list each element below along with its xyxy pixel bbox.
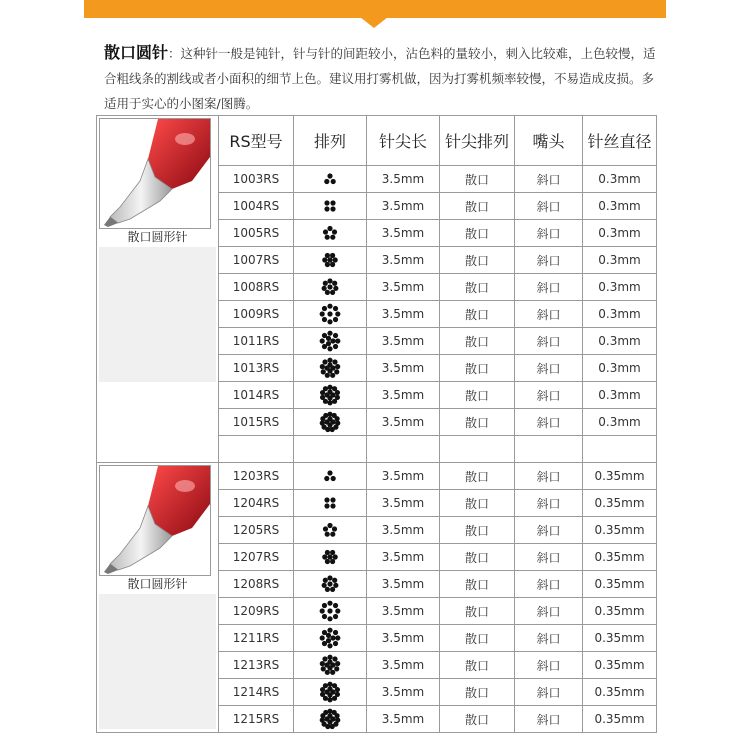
cell-nozzle: 斜口 xyxy=(515,571,583,598)
cell-model: 1003RS xyxy=(219,166,294,193)
cell-model: 1213RS xyxy=(219,652,294,679)
cell-tip-arrangement: 散口 xyxy=(440,571,515,598)
needle-cartridge-image xyxy=(100,119,210,228)
cell-tip-length: 3.5mm xyxy=(367,490,440,517)
cell-nozzle: 斜口 xyxy=(515,247,583,274)
cell-tip-length: 3.5mm xyxy=(367,409,440,436)
intro-title: 散口圆针 xyxy=(104,43,169,62)
cell-diameter: 0.35mm xyxy=(583,544,657,571)
cell-nozzle: 斜口 xyxy=(515,220,583,247)
cell-tip-length: 3.5mm xyxy=(367,517,440,544)
cell-tip-arrangement: 散口 xyxy=(440,652,515,679)
cell-model: 1203RS xyxy=(219,463,294,490)
cell-arrangement-icon xyxy=(294,301,367,328)
pin-arrangement-icon xyxy=(318,388,342,402)
spec-table xyxy=(96,115,657,733)
cell-diameter: 0.35mm xyxy=(583,706,657,733)
cell-nozzle: 斜口 xyxy=(515,301,583,328)
cell-diameter: 0.3mm xyxy=(583,382,657,409)
cell-tip-arrangement: 散口 xyxy=(440,355,515,382)
cell-diameter: 0.3mm xyxy=(583,328,657,355)
spacer-cell xyxy=(367,436,440,463)
cell-nozzle: 斜口 xyxy=(515,463,583,490)
cell-nozzle: 斜口 xyxy=(515,598,583,625)
cell-model: 1211RS xyxy=(219,625,294,652)
cell-nozzle: 斜口 xyxy=(515,679,583,706)
cell-tip-arrangement: 散口 xyxy=(440,166,515,193)
pin-arrangement-icon xyxy=(318,523,342,537)
cell-tip-arrangement: 散口 xyxy=(440,598,515,625)
cell-diameter: 0.3mm xyxy=(583,274,657,301)
cell-model: 1011RS xyxy=(219,328,294,355)
top-notch-arrow xyxy=(360,17,388,28)
intro-text: ：这种针一般是钝针，针与针的间距较小，沾色料的量较小，刺入比较难，上色较慢，适合粗线条的割线或者小面积的细节上色。建议用打雾机做，因为打雾机频率较慢，不易造成皮损。多适用于实心的小图案/图腾。 xyxy=(104,46,656,111)
cell-tip-length: 3.5mm xyxy=(367,328,440,355)
cell-arrangement-icon xyxy=(294,652,367,679)
cell-diameter: 0.35mm xyxy=(583,490,657,517)
cell-arrangement-icon xyxy=(294,625,367,652)
cell-model: 1015RS xyxy=(219,409,294,436)
pin-arrangement-icon xyxy=(318,334,342,348)
cell-model: 1207RS xyxy=(219,544,294,571)
cell-tip-length: 3.5mm xyxy=(367,355,440,382)
cell-tip-length: 3.5mm xyxy=(367,706,440,733)
product-image-cell xyxy=(97,116,219,463)
cell-tip-length: 3.5mm xyxy=(367,652,440,679)
cell-tip-arrangement: 散口 xyxy=(440,625,515,652)
cell-tip-arrangement: 散口 xyxy=(440,679,515,706)
cell-tip-length: 3.5mm xyxy=(367,193,440,220)
pin-arrangement-icon xyxy=(318,469,342,483)
table-row xyxy=(97,463,657,490)
pin-arrangement-icon xyxy=(318,361,342,375)
needle-cartridge-image xyxy=(100,466,210,575)
cell-tip-arrangement: 散口 xyxy=(440,220,515,247)
pin-arrangement-icon xyxy=(318,712,342,726)
cell-tip-length: 3.5mm xyxy=(367,679,440,706)
header-arrangement: 排列 xyxy=(294,116,367,166)
product-image-caption: 散口圆形针 xyxy=(127,230,188,244)
cell-nozzle: 斜口 xyxy=(515,490,583,517)
cell-tip-length: 3.5mm xyxy=(367,301,440,328)
cell-arrangement-icon xyxy=(294,274,367,301)
cell-nozzle: 斜口 xyxy=(515,382,583,409)
pin-arrangement-icon xyxy=(318,226,342,240)
cell-diameter: 0.35mm xyxy=(583,571,657,598)
image-cell-background xyxy=(99,594,216,729)
cell-arrangement-icon xyxy=(294,571,367,598)
cell-tip-arrangement: 散口 xyxy=(440,463,515,490)
cell-arrangement-icon xyxy=(294,598,367,625)
cell-model: 1209RS xyxy=(219,598,294,625)
pin-arrangement-icon xyxy=(318,172,342,186)
cell-tip-length: 3.5mm xyxy=(367,625,440,652)
cell-tip-arrangement: 散口 xyxy=(440,706,515,733)
header-nozzle: 嘴头 xyxy=(515,116,583,166)
pin-arrangement-icon xyxy=(318,415,342,429)
cell-arrangement-icon xyxy=(294,355,367,382)
pin-arrangement-icon xyxy=(318,604,342,618)
cell-diameter: 0.3mm xyxy=(583,220,657,247)
cell-model: 1009RS xyxy=(219,301,294,328)
pin-arrangement-icon xyxy=(318,550,342,564)
cell-tip-arrangement: 散口 xyxy=(440,301,515,328)
intro-paragraph xyxy=(104,40,664,116)
top-orange-bar xyxy=(84,0,666,18)
cell-tip-arrangement: 散口 xyxy=(440,382,515,409)
cell-model: 1204RS xyxy=(219,490,294,517)
cell-tip-arrangement: 散口 xyxy=(440,193,515,220)
header-tip-length: 针尖长 xyxy=(367,116,440,166)
cell-diameter: 0.35mm xyxy=(583,517,657,544)
cell-model: 1007RS xyxy=(219,247,294,274)
cell-arrangement-icon xyxy=(294,382,367,409)
cell-nozzle: 斜口 xyxy=(515,625,583,652)
pin-arrangement-icon xyxy=(318,631,342,645)
cell-model: 1013RS xyxy=(219,355,294,382)
cell-nozzle: 斜口 xyxy=(515,409,583,436)
cell-nozzle: 斜口 xyxy=(515,328,583,355)
cell-tip-arrangement: 散口 xyxy=(440,274,515,301)
spacer-cell xyxy=(583,436,657,463)
cell-model: 1004RS xyxy=(219,193,294,220)
cell-nozzle: 斜口 xyxy=(515,517,583,544)
pin-arrangement-icon xyxy=(318,577,342,591)
cell-arrangement-icon xyxy=(294,706,367,733)
cell-model: 1014RS xyxy=(219,382,294,409)
pin-arrangement-icon xyxy=(318,199,342,213)
pin-arrangement-icon xyxy=(318,685,342,699)
cell-tip-length: 3.5mm xyxy=(367,247,440,274)
spacer-cell xyxy=(294,436,367,463)
header-tip-arrangement: 针尖排列 xyxy=(440,116,515,166)
pin-arrangement-icon xyxy=(318,658,342,672)
pin-arrangement-icon xyxy=(318,496,342,510)
cell-tip-arrangement: 散口 xyxy=(440,328,515,355)
cell-tip-length: 3.5mm xyxy=(367,544,440,571)
cell-arrangement-icon xyxy=(294,220,367,247)
cell-diameter: 0.35mm xyxy=(583,652,657,679)
cell-model: 1005RS xyxy=(219,220,294,247)
cell-arrangement-icon xyxy=(294,544,367,571)
spacer-cell xyxy=(219,436,294,463)
cell-arrangement-icon xyxy=(294,490,367,517)
cell-tip-arrangement: 散口 xyxy=(440,544,515,571)
cell-arrangement-icon xyxy=(294,247,367,274)
pin-arrangement-icon xyxy=(318,253,342,267)
cell-arrangement-icon xyxy=(294,328,367,355)
cell-diameter: 0.3mm xyxy=(583,409,657,436)
cell-arrangement-icon xyxy=(294,463,367,490)
cell-tip-arrangement: 散口 xyxy=(440,409,515,436)
cell-nozzle: 斜口 xyxy=(515,355,583,382)
cell-diameter: 0.35mm xyxy=(583,463,657,490)
cell-diameter: 0.35mm xyxy=(583,679,657,706)
cell-nozzle: 斜口 xyxy=(515,166,583,193)
pin-arrangement-icon xyxy=(318,307,342,321)
spacer-cell xyxy=(515,436,583,463)
cell-tip-length: 3.5mm xyxy=(367,220,440,247)
cell-nozzle: 斜口 xyxy=(515,544,583,571)
cell-diameter: 0.3mm xyxy=(583,247,657,274)
cell-tip-length: 3.5mm xyxy=(367,166,440,193)
cell-diameter: 0.35mm xyxy=(583,625,657,652)
cell-model: 1208RS xyxy=(219,571,294,598)
cell-model: 1215RS xyxy=(219,706,294,733)
cell-arrangement-icon xyxy=(294,409,367,436)
table-header-row xyxy=(97,116,657,166)
cell-model: 1214RS xyxy=(219,679,294,706)
pin-arrangement-icon xyxy=(318,280,342,294)
cell-tip-arrangement: 散口 xyxy=(440,247,515,274)
cell-tip-length: 3.5mm xyxy=(367,571,440,598)
header-model: RS型号 xyxy=(219,116,294,166)
cell-nozzle: 斜口 xyxy=(515,652,583,679)
cell-nozzle: 斜口 xyxy=(515,274,583,301)
cell-tip-length: 3.5mm xyxy=(367,274,440,301)
cell-arrangement-icon xyxy=(294,193,367,220)
cell-diameter: 0.35mm xyxy=(583,598,657,625)
cell-tip-arrangement: 散口 xyxy=(440,517,515,544)
cell-arrangement-icon xyxy=(294,517,367,544)
spacer-cell xyxy=(440,436,515,463)
spec-table-body xyxy=(97,116,657,733)
cell-model: 1008RS xyxy=(219,274,294,301)
header-diameter: 针丝直径 xyxy=(583,116,657,166)
cell-nozzle: 斜口 xyxy=(515,193,583,220)
product-image-cell xyxy=(97,463,219,733)
product-image-caption: 散口圆形针 xyxy=(127,577,188,591)
cell-tip-length: 3.5mm xyxy=(367,463,440,490)
cell-arrangement-icon xyxy=(294,679,367,706)
image-cell-background xyxy=(99,247,216,382)
cell-tip-length: 3.5mm xyxy=(367,598,440,625)
cell-diameter: 0.3mm xyxy=(583,355,657,382)
cell-diameter: 0.3mm xyxy=(583,301,657,328)
cell-tip-arrangement: 散口 xyxy=(440,490,515,517)
cell-diameter: 0.3mm xyxy=(583,166,657,193)
cell-arrangement-icon xyxy=(294,166,367,193)
cell-diameter: 0.3mm xyxy=(583,193,657,220)
cell-tip-length: 3.5mm xyxy=(367,382,440,409)
cell-model: 1205RS xyxy=(219,517,294,544)
cell-nozzle: 斜口 xyxy=(515,706,583,733)
